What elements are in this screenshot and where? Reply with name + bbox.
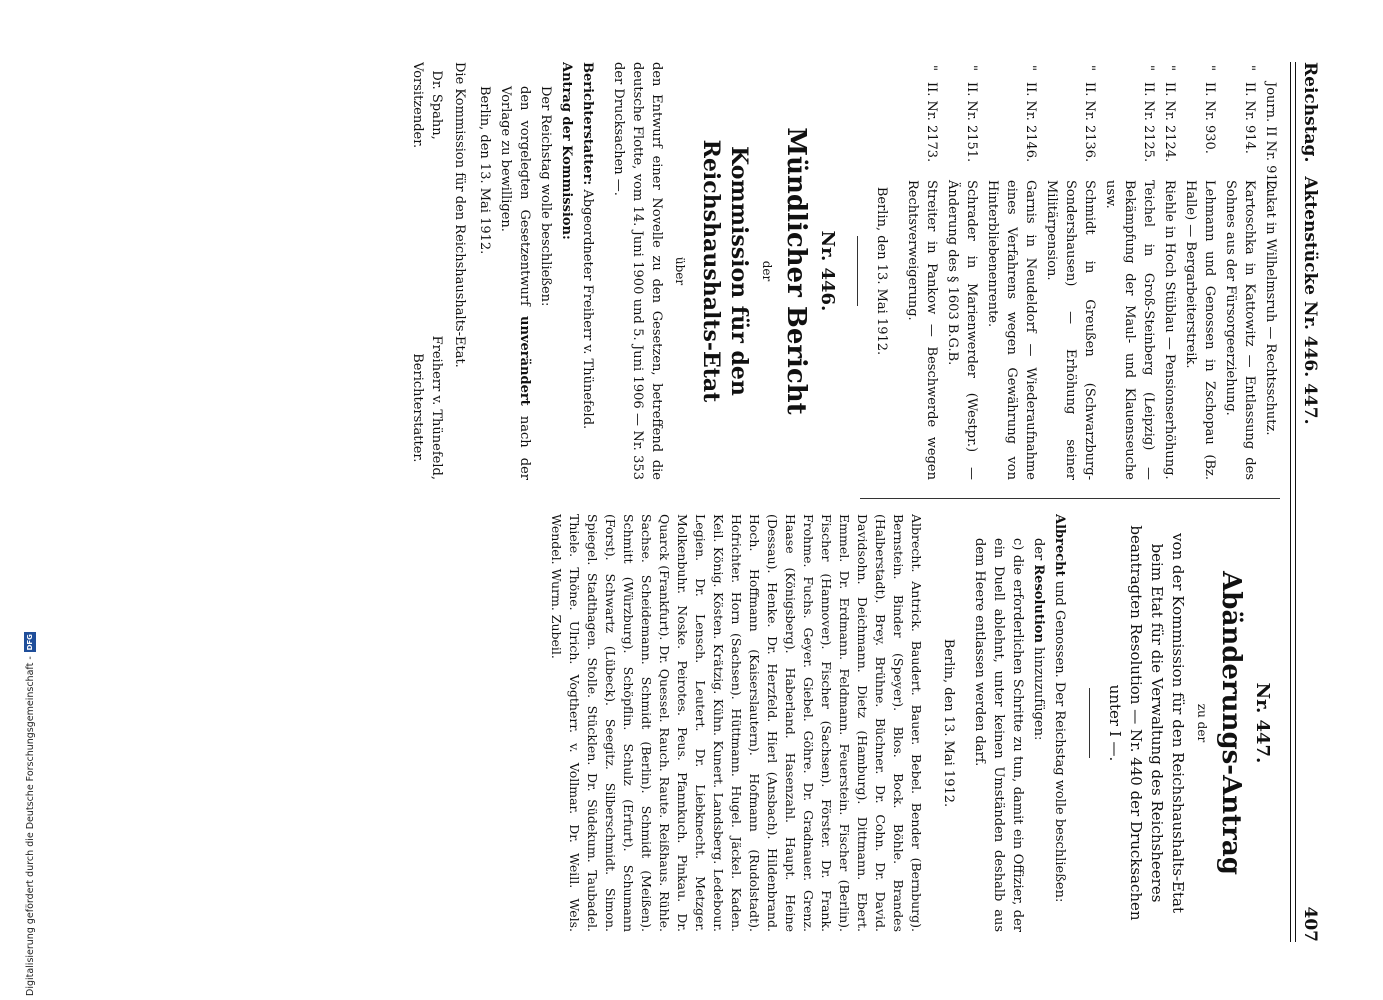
petition-text: Kartoschka in Kattowitz — Entlassung des Sohnes aus der Fürsorgeerziehung. xyxy=(1223,180,1257,480)
ditto-mark: " xyxy=(924,65,939,71)
report-body: den Entwurf einer Novelle zu den Gesetzen, betreffend die deutsche Flotte, vom 14. Juni 1900 und 5. Juni 1906 — Nr. 353 der Drucksachen —. xyxy=(611,62,664,480)
petition-text: Lehmann und Genossen in Zschopau (Bz. Halle) — Bergarbeiterstreik. xyxy=(1183,180,1217,480)
sig-left-role: Vorsitzender. xyxy=(410,62,425,149)
antrag-bold: unverändert xyxy=(517,316,532,406)
digitization-credit xyxy=(0,0,36,1000)
item-c: c) die erforderlichen Schritte zu tun, damit ein Offizier, der ein Duell ablehnt, unter keinen Umständen deshalb aus dem Heere entlassen werden darf. xyxy=(972,538,1025,932)
antrag-body-1: den vorgelegten Gesetzentwurf xyxy=(517,86,532,306)
motion-line xyxy=(1050,514,1069,932)
resolution-bold: Resolution xyxy=(1031,564,1046,643)
petition-entry xyxy=(1160,62,1179,480)
antrag-body xyxy=(496,62,534,480)
petition-entry xyxy=(1101,62,1158,480)
credit-text: Digitalisierung gefördert durch die Deutsche Forschungsgemeinschaft - xyxy=(24,656,36,996)
petition-entry xyxy=(1042,62,1099,480)
header-left: Reichstag. xyxy=(1300,62,1320,163)
petition-entry xyxy=(1261,62,1280,480)
motion-bold: Albrecht xyxy=(1052,514,1067,577)
page-number: 407 xyxy=(1300,906,1320,942)
ditto-mark: " xyxy=(1023,65,1038,71)
running-header xyxy=(1300,62,1330,942)
antrag-body-2: nach der Vorlage zu bewilligen. xyxy=(498,86,532,480)
ditto-mark: " xyxy=(964,65,979,71)
report-ueber: über xyxy=(673,256,687,286)
signature-left xyxy=(408,62,446,148)
petition-text: Teichel in Groß-Steinberg (Leipzig) — Bekämpfung der Maul- und Klauenseuche usw. xyxy=(1103,180,1156,480)
ditto-mark xyxy=(1261,62,1280,74)
document-page xyxy=(260,62,1330,942)
ditto-mark: " xyxy=(1242,65,1257,71)
petition-date: Berlin, den 13. Mai 1912. xyxy=(874,186,889,356)
sig-right-role: Berichterstatter. xyxy=(410,353,425,463)
petition-ref: Journ. II Nr. 912. xyxy=(1263,82,1278,195)
amendment-subject: von der Kommission für den Reichshaushalts-Etat beim Etat für die Verwaltung des Reichsheeres beantragten Resolution — Nr. 440 der Drucksachen unter I —. xyxy=(1106,525,1187,921)
commission-signoff: Die Kommission für den Reichshaushalts-Etat. xyxy=(452,62,467,368)
document-number-447: Nr. 447. xyxy=(1252,682,1273,764)
header-center: Aktenstücke Nr. 446. 447. xyxy=(1300,176,1320,425)
amendment-date: Berlin, den 13. Mai 1912. xyxy=(941,638,956,808)
petition-list xyxy=(903,62,1280,480)
commission-title: Kommission für den Reichshaushalts-Etat xyxy=(698,139,752,403)
antrag-intro: Der Reichstag wolle beschließen: xyxy=(538,86,553,307)
motion-text: und Genossen. Der Reichstag wolle beschließen: xyxy=(1052,580,1067,903)
ditto-mark: " xyxy=(1202,65,1217,71)
rapporteur-text: Abgeordneter Freiherr v. Thünefeld. xyxy=(580,189,595,430)
petition-text: Garnis in Neudeldorf — Wiederaufnahme eines Verfahrens wegen Gewährung von Hinterbliebenenrente. xyxy=(985,180,1038,480)
section-rule xyxy=(1089,688,1090,758)
sig-right-name: Freiherr v. Thünefeld, xyxy=(429,335,444,480)
antrag-label xyxy=(557,62,576,480)
petition-entry xyxy=(983,62,1040,480)
signatory-names: Albrecht. Antrick. Baudert. Bauer. Bebel. Bender (Bernburg). Bernstein. Binder (Speyer). Blos. Bock. Böhle. Brandes (Halberstadt). Brey. Brühne. Büchner. Dr. Cohn. Dr. David. Davidsohn. Deichmann. Dietz (Hamburg). Dittmann. Ebert. Emmel. Dr. Erdmann. Feldmann. Feuerstein. Fischer (Berlin). Fischer (Hannover). Fischer (Sachsen). Förster. Dr. Frank. Frohme. Fuchs. Geyer. Giebel. Göhre. Dr. Gradnauer. Grenz. Haase (Königsberg). Haberland. Hasenzahl. Haupt. Heine (Dessau). Henke. Dr. Herzfeld. Hierl (Ansbach). Hildenbrand. Hoch. Hoffmann (Kaiserslautern). Hofmann (Rudolstadt). Hofrichter. Horn (Sachsen). Hüttmann. Hugel. Jäckel. Kaden. Keil. König. Kösten. Krätzig. Kühn. Kunert. Landsberg. Ledebour. Legien. Dr. Lensch. Leutert. Dr. Liebknecht. Metzger. Molkenbuhr. Noske. Peirotes. Peus. Pfannkuch. Pinkau. Dr. Quarck (Frankfurt). Dr. Quessel. Rauch. Raute. Reißhaus. Rühle. Sachse. Scheidemann. Schmidt (Berlin). Schmidt (Meißen). Schmitt (Würzburg). Schöpflin. Schulz (Erfurt). Schumann (Forst). Schwartz (Lübeck). Seegitz. Silberschmidt. Simon. Spiegel. Stadthagen. Stolle. Stücklen. Dr. Südekum. Taubadel. Thiele. Thöne. Ulrich. Vogtherr. v. Vollmar. Dr. Weill. Wels. Wendel. Wurm. Zubeil. xyxy=(549,514,924,932)
report-der: der xyxy=(760,260,774,282)
ditto-mark: " xyxy=(1082,65,1097,71)
header-rule xyxy=(1290,62,1296,942)
right-column xyxy=(270,514,1280,932)
rapporteur-line xyxy=(578,62,597,480)
petition-text: Schmidt in Greußen (Schwarzburg-Sondershausen) — Erhöhung seiner Militärpension. xyxy=(1044,180,1097,480)
signature-right xyxy=(408,336,446,480)
antrag-label-text: Antrag der Kommission: xyxy=(559,62,574,240)
report-title: Mündlicher Bericht xyxy=(781,127,811,415)
ditto-mark: " xyxy=(1162,65,1177,71)
rapporteur-label: Berichterstatter: xyxy=(580,62,595,186)
petition-ref: II. Nr. 930. xyxy=(1202,82,1217,154)
sig-left-name: Dr. Spahn, xyxy=(429,70,444,140)
document-number: Nr. 446. xyxy=(817,230,838,312)
zu-der: zu der xyxy=(1195,703,1209,743)
left-column xyxy=(270,62,1280,480)
petition-ref: II. Nr. 914. xyxy=(1242,82,1257,154)
petition-ref: II. Nr. 2136. xyxy=(1082,82,1097,163)
petition-text: Schrader in Marienwerder (Westpr.) — Änderung des § 1603 B.G.B. xyxy=(945,180,979,480)
signatures xyxy=(408,62,446,480)
petition-ref: II. Nr. 2124. xyxy=(1162,82,1177,163)
petition-entry xyxy=(903,62,941,480)
petition-ref: II. Nr. 2173. xyxy=(924,82,939,163)
petition-ref: II. Nr. 2125. xyxy=(1141,82,1156,163)
petition-text: Riehle in Hoch Stüblau — Pensionserhöhung. xyxy=(1162,180,1177,480)
resolution-suffix: hinzuzufügen: xyxy=(1031,647,1046,741)
petition-ref: II. Nr. 2146. xyxy=(1023,82,1038,163)
petition-entry xyxy=(1221,62,1259,480)
resolution-line xyxy=(1029,514,1048,932)
ditto-mark: " xyxy=(1141,65,1156,71)
antrag-date: Berlin, den 13. Mai 1912. xyxy=(477,86,492,255)
resolution-prefix: der xyxy=(1031,538,1046,561)
petition-text: Streiter in Pankow — Beschwerde wegen Rechtsverweigerung. xyxy=(905,180,939,480)
dfg-logo: DFG xyxy=(26,634,34,651)
petition-entry xyxy=(943,62,981,480)
amendment-title: Abänderungs-Antrag xyxy=(1216,571,1246,875)
section-rule xyxy=(857,236,858,306)
column-divider xyxy=(860,498,1280,499)
petition-text: Lukat in Wilhelmsruh — Rechtsschutz. xyxy=(1263,180,1278,436)
petition-entry xyxy=(1181,62,1219,480)
petition-ref: II. Nr. 2151. xyxy=(964,82,979,163)
